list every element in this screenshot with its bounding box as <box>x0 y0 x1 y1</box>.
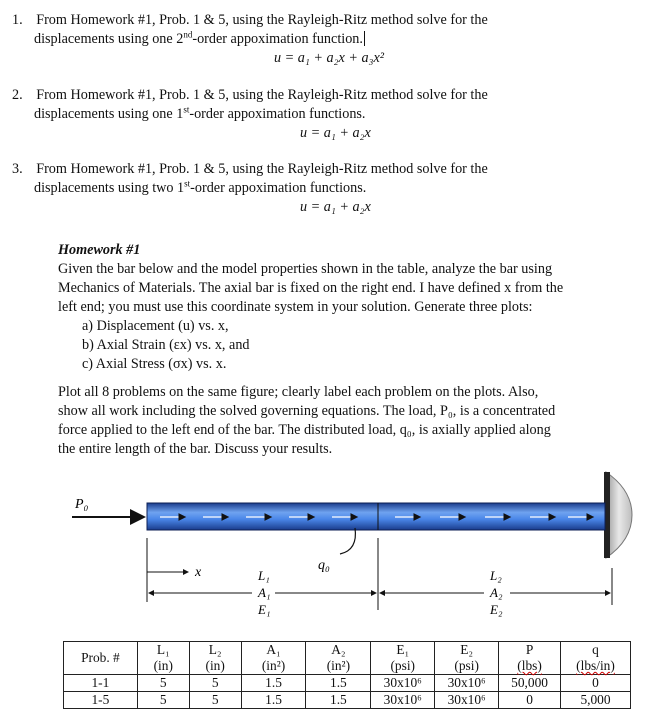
header-q <box>561 642 631 675</box>
problem-1-line2-post: -order appoximation function. <box>192 31 363 47</box>
problem-2-equation: u = a₁ + a₂x <box>300 125 371 141</box>
header-A2-unit: (in²) <box>326 658 351 673</box>
problem-2-line2 <box>34 106 365 123</box>
table-cell: 1.5 <box>306 692 371 709</box>
right-E-label: E₂ <box>490 602 503 617</box>
plot-item-a: a) Displacement (u) vs. x, <box>82 318 229 334</box>
problem-2-sup: st <box>183 104 190 115</box>
left-L-label: L₁ <box>258 568 270 583</box>
problem-3-line2-pre: displacements using two 1 <box>34 180 185 196</box>
header-prob <box>64 642 138 675</box>
header-L1-top: L₁ <box>156 642 170 657</box>
homework-para2-line4: the entire length of the bar. Discuss your results. <box>58 441 333 457</box>
problem-2-line2-post: -order appoximation functions. <box>189 106 366 122</box>
problem-3-sup: st <box>184 178 191 189</box>
problem-2-number: 2. <box>12 87 23 103</box>
right-A-label: A₂ <box>490 585 503 600</box>
q-leader <box>340 528 355 554</box>
homework-heading: Homework #1 <box>58 242 141 258</box>
table-cell: 50,000 <box>499 675 561 692</box>
table-cell: 1.5 <box>306 675 371 692</box>
table-cell: 30x10⁶ <box>371 675 435 692</box>
problem-1-line1 <box>12 12 488 29</box>
header-L1-unit: (in) <box>153 658 173 673</box>
problem-2-line1 <box>12 87 488 104</box>
header-P-top: P <box>525 642 534 657</box>
problem-1-line2 <box>34 31 365 48</box>
header-E2-unit: (psi) <box>454 658 479 673</box>
homework-para2-line1: Plot all 8 problems on the same figure; clearly label each problem on the plots. Also, <box>58 384 539 400</box>
table-cell: 1-5 <box>64 692 138 709</box>
right-L-label: L₂ <box>490 568 502 583</box>
problem-1-text: From Homework #1, Prob. 1 & 5, using the Rayleigh-Ritz method solve for the <box>36 12 488 28</box>
header-L2-top: L₂ <box>208 642 222 657</box>
homework-para1-line1: Given the bar below and the model properties shown in the table, analyze the bar using <box>58 261 553 277</box>
header-E2-top: E₂ <box>460 642 474 657</box>
left-E-label: E₁ <box>258 602 271 617</box>
table-cell: 0 <box>561 675 631 692</box>
homework-para2-line3: force applied to the left end of the bar. The distributed load, q₀, is axially applied along <box>58 422 551 438</box>
problem-3-text: From Homework #1, Prob. 1 & 5, using the Rayleigh-Ritz method solve for the <box>36 161 488 177</box>
problem-2-text: From Homework #1, Prob. 1 & 5, using the Rayleigh-Ritz method solve for the <box>36 87 488 103</box>
header-P <box>499 642 561 675</box>
header-P-unit: (lbs) <box>517 658 542 673</box>
header-q-top: q <box>592 642 599 657</box>
table-cell: 1-1 <box>64 675 138 692</box>
problem-1-number: 1. <box>12 12 23 28</box>
plot-item-c: c) Axial Stress (σx) vs. x. <box>82 356 227 372</box>
properties-table <box>63 641 631 709</box>
header-A2-top: A₂ <box>331 642 346 657</box>
header-E1-top: E₁ <box>396 642 410 657</box>
problem-1-equation: u = a₁ + a₂x + a₃x² <box>274 50 385 66</box>
text-cursor <box>364 31 365 46</box>
table-cell: 30x10⁶ <box>371 692 435 709</box>
header-E1 <box>371 642 435 675</box>
problem-3-line1 <box>12 161 488 178</box>
header-A1-unit: (in²) <box>261 658 286 673</box>
header-L2 <box>189 642 241 675</box>
bar-diagram <box>0 470 648 635</box>
problem-3-line2-post: -order appoximation functions. <box>190 180 367 196</box>
plot-item-b: b) Axial Strain (εx) vs. x, and <box>82 337 250 353</box>
table-cell: 5 <box>137 675 189 692</box>
header-E1-unit: (psi) <box>390 658 416 673</box>
x-label: x <box>195 565 202 580</box>
table-row <box>64 675 631 692</box>
q-label: q₀ <box>318 558 330 573</box>
problem-3-line2 <box>34 180 366 197</box>
table-header-row <box>64 642 631 675</box>
problem-2-line2-pre: displacements using one 1 <box>34 106 184 122</box>
header-A2 <box>306 642 371 675</box>
problem-3-number: 3. <box>12 161 23 177</box>
table-cell: 5 <box>189 675 241 692</box>
homework-para1-line2: Mechanics of Materials. The axial bar is fixed on the right end. I have defined x from the <box>58 280 564 296</box>
header-A1-top: A₁ <box>266 642 281 657</box>
header-prob-label: Prob. # <box>81 650 120 665</box>
header-L2-unit: (in) <box>205 658 225 673</box>
problem-1-line2-pre: displacements using one 2 <box>34 31 184 47</box>
header-E2 <box>435 642 499 675</box>
header-A1 <box>241 642 306 675</box>
table-cell: 5,000 <box>561 692 631 709</box>
problem-3-equation: u = a₁ + a₂x <box>300 199 371 215</box>
table-cell: 30x10⁶ <box>435 675 499 692</box>
load-label: P₀ <box>75 497 89 512</box>
table-cell: 1.5 <box>241 692 306 709</box>
table-cell: 5 <box>137 692 189 709</box>
table-row <box>64 692 631 709</box>
table-cell: 0 <box>499 692 561 709</box>
problem-1-sup: nd <box>183 29 193 40</box>
homework-para1-line3: left end; you must use this coordinate system in your solution. Generate three plots: <box>58 299 533 315</box>
table-cell: 1.5 <box>241 675 306 692</box>
homework-para2-line2: show all work including the solved governing equations. The load, P₀, is a concentrated <box>58 403 556 419</box>
left-A-label: A₁ <box>258 585 271 600</box>
table-cell: 5 <box>189 692 241 709</box>
header-L1 <box>137 642 189 675</box>
table-cell: 30x10⁶ <box>435 692 499 709</box>
header-q-unit: (lbs/in) <box>576 658 615 673</box>
